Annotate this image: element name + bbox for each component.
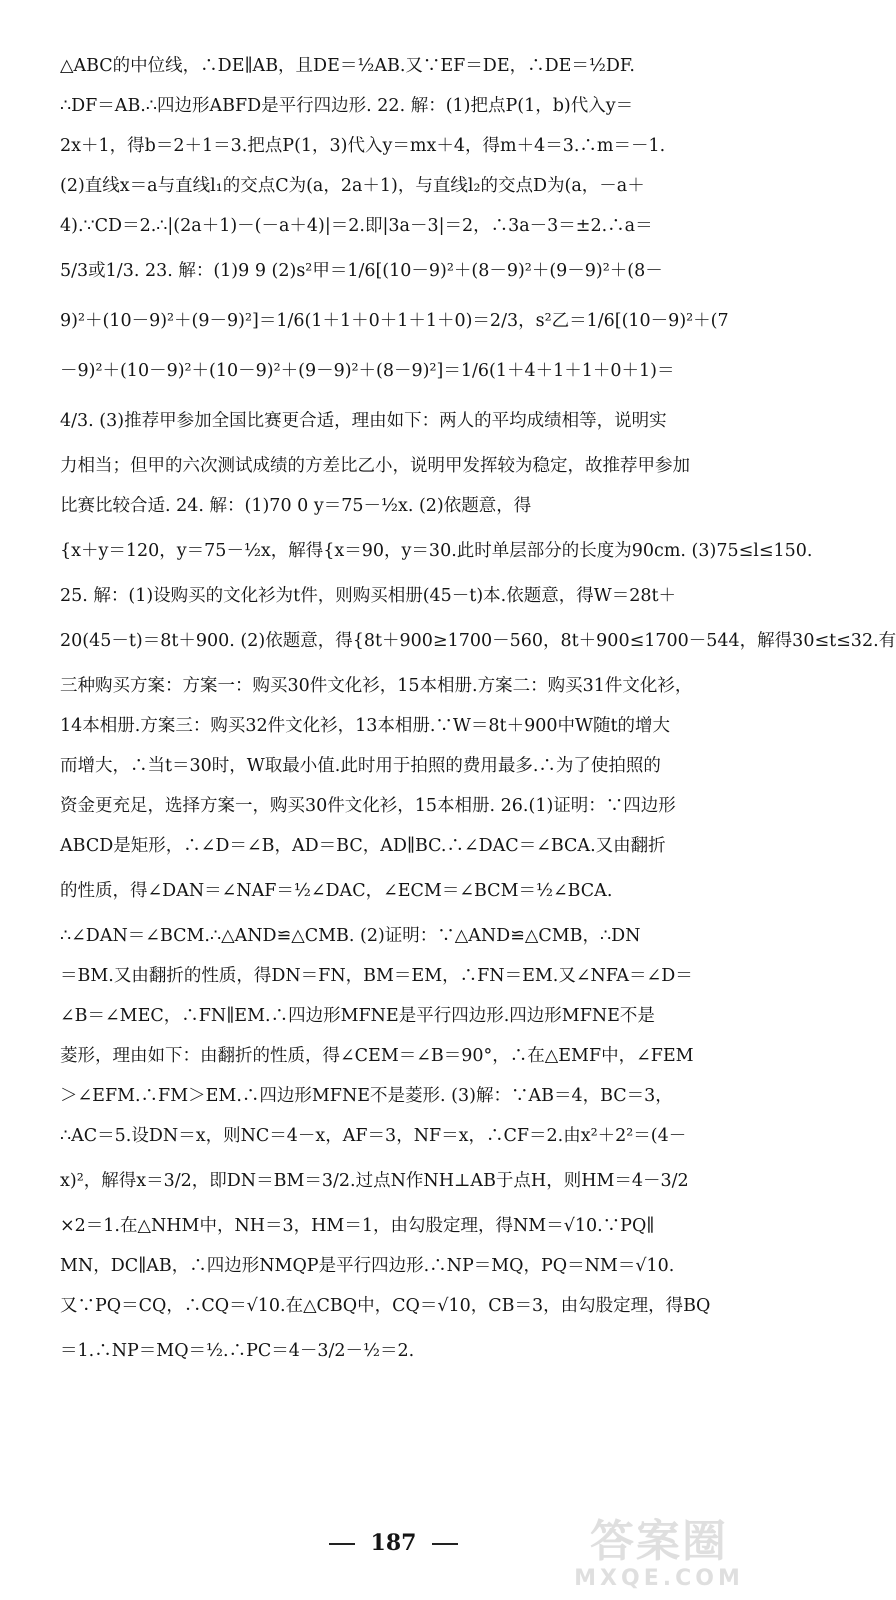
text-line: x)²，解得x＝3/2，即DN＝BM＝3/2.过点N作NH⊥AB于点H，则HM＝4－3/2 bbox=[60, 1171, 689, 1191]
text-line: 14本相册.方案三：购买32件文化衫，13本相册.∵W＝8t＋900中W随t的增大 bbox=[60, 716, 671, 736]
text-line: ＝1.∴NP＝MQ＝½.∴PC＝4－3/2－½＝2. bbox=[60, 1341, 415, 1361]
watermark-logo bbox=[549, 1518, 769, 1596]
text-line: 三种购买方案：方案一：购买30件文化衫，15本相册.方案二：购买31件文化衫， bbox=[60, 676, 693, 696]
footer-dash-left bbox=[329, 1543, 355, 1545]
text-line: －9)²＋(10－9)²＋(10－9)²＋(9－9)²＋(8－9)²]＝1/6(1＋4＋1＋1＋0＋1)＝ bbox=[60, 361, 675, 381]
text-line: 又∵PQ＝CQ，∴CQ＝√10.在△CBQ中，CQ＝√10，CB＝3，由勾股定理，得BQ bbox=[60, 1296, 711, 1316]
text-line: 力相当；但甲的六次测试成绩的方差比乙小，说明甲发挥较为稳定，故推荐甲参加 bbox=[60, 456, 690, 476]
text-line: ＝BM.又由翻折的性质，得DN＝FN，BM＝EM，∴FN＝EM.又∠NFA＝∠D＝ bbox=[60, 966, 693, 986]
page-number: 187 bbox=[370, 1530, 417, 1556]
watermark-bottom-text: MXQE.COM bbox=[574, 1566, 744, 1591]
text-line: 资金更充足，选择方案一，购买30件文化衫，15本相册. 26.(1)证明：∵四边形 bbox=[60, 796, 676, 816]
text-line: 的性质，得∠DAN＝∠NAF＝½∠DAC，∠ECM＝∠BCM＝½∠BCA. bbox=[60, 881, 613, 901]
answer-text bbox=[60, 46, 896, 1376]
text-line: 25. 解：(1)设购买的文化衫为t件，则购买相册(45－t)本.依题意，得W＝28t＋ bbox=[60, 586, 677, 606]
text-line: 4/3. (3)推荐甲参加全国比赛更合适，理由如下：两人的平均成绩相等，说明实 bbox=[60, 411, 667, 431]
text-line: ＞∠EFM.∴FM＞EM.∴四边形MFNE不是菱形. (3)解：∵AB＝4，BC＝3， bbox=[60, 1086, 673, 1106]
text-line: 而增大，∴当t＝30时，W取最小值.此时用于拍照的费用最多.∴为了使拍照的 bbox=[60, 756, 661, 776]
text-line: ∴AC＝5.设DN＝x，则NC＝4－x，AF＝3，NF＝x，∴CF＝2.由x²＋2²＝(4－ bbox=[60, 1126, 687, 1146]
text-line: △ABC的中位线，∴DE∥AB，且DE＝½AB.又∵EF＝DE，∴DE＝½DF. bbox=[60, 56, 635, 76]
text-line: 20(45－t)＝8t＋900. (2)依题意，得{8t＋900≥1700－560，8t＋900≤1700－544，解得30≤t≤32.有 bbox=[60, 631, 896, 651]
text-line: 2x＋1，得b＝2＋1＝3.把点P(1，3)代入y＝mx＋4，得m＋4＝3.∴m＝－1. bbox=[60, 136, 666, 156]
text-line: 9)²＋(10－9)²＋(9－9)²]＝1/6(1＋1＋0＋1＋1＋0)＝2/3，s²乙＝1/6[(10－9)²＋(7 bbox=[60, 311, 729, 331]
text-line: 5/3或1/3. 23. 解：(1)9 9 (2)s²甲＝1/6[(10－9)²＋(8－9)²＋(9－9)²＋(8－ bbox=[60, 261, 663, 281]
text-line: ∴∠DAN＝∠BCM.∴△AND≌△CMB. (2)证明：∵△AND≌△CMB，∴DN bbox=[60, 926, 641, 946]
text-line: ∴DF＝AB.∴四边形ABFD是平行四边形. 22. 解：(1)把点P(1，b)代入y＝ bbox=[60, 96, 634, 116]
text-line: 4).∵CD＝2.∴|(2a＋1)－(－a＋4)|＝2.即|3a－3|＝2，∴3a－3＝±2.∴a＝ bbox=[60, 216, 653, 236]
text-line: ∠B＝∠MEC，∴FN∥EM.∴四边形MFNE是平行四边形.四边形MFNE不是 bbox=[60, 1006, 655, 1026]
text-line: ×2＝1.在△NHM中，NH＝3，HM＝1，由勾股定理，得NM＝√10.∵PQ∥ bbox=[60, 1216, 655, 1236]
text-line: ABCD是矩形，∴∠D＝∠B，AD＝BC，AD∥BC.∴∠DAC＝∠BCA.又由翻折 bbox=[60, 836, 666, 856]
text-line: 菱形，理由如下：由翻折的性质，得∠CEM＝∠B＝90°，∴在△EMF中，∠FEM bbox=[60, 1046, 694, 1066]
text-line: (2)直线x＝a与直线l₁的交点C为(a，2a＋1)，与直线l₂的交点D为(a，－a＋ bbox=[60, 176, 645, 196]
footer-dash-right bbox=[432, 1543, 458, 1545]
watermark-top-text: 答案圈 bbox=[590, 1516, 728, 1567]
text-line: {x＋y＝120，y＝75－½x，解得{x＝90，y＝30.此时单层部分的长度为90cm. (3)75≤l≤150. bbox=[60, 541, 813, 561]
text-line: MN，DC∥AB，∴四边形NMQP是平行四边形.∴NP＝MQ，PQ＝NM＝√10. bbox=[60, 1256, 675, 1276]
text-line: 比赛比较合适. 24. 解：(1)70 0 y＝75－½x. (2)依题意，得 bbox=[60, 496, 532, 516]
